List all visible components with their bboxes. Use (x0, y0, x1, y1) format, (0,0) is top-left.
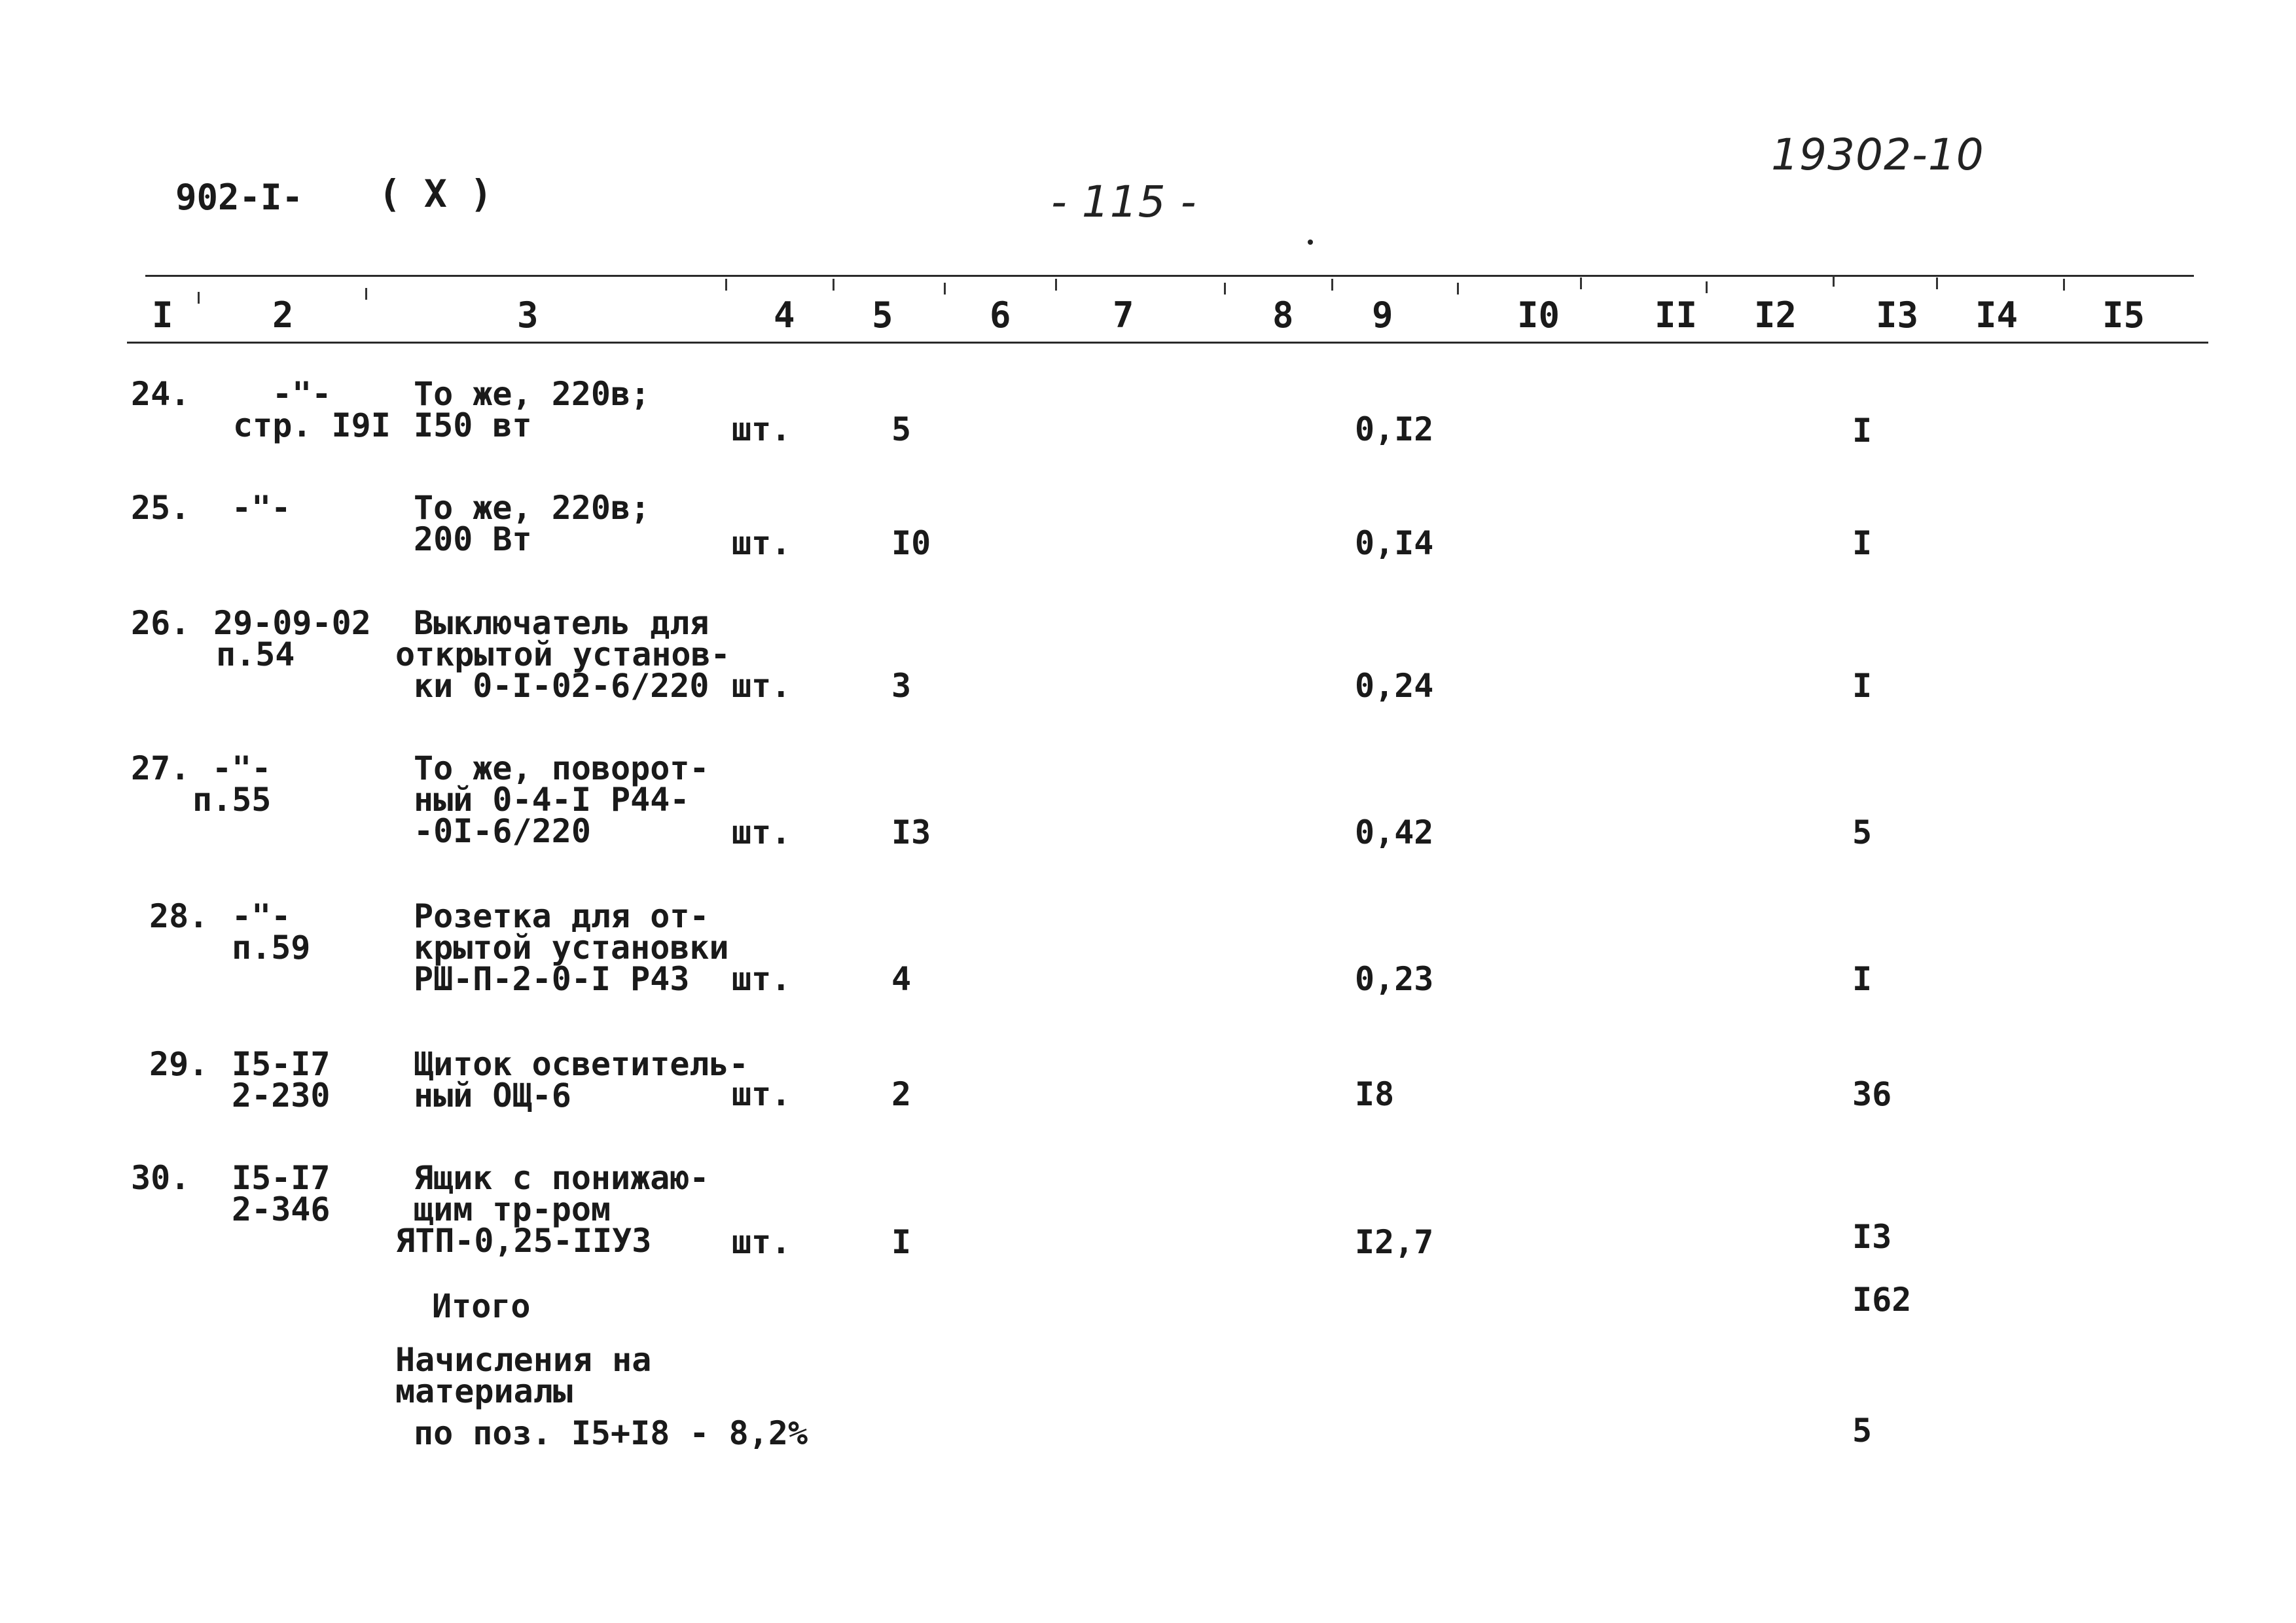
col-header-13: I3 (1876, 294, 1919, 336)
row-number: 30. (131, 1159, 190, 1197)
col-header-7: 7 (1113, 294, 1134, 336)
document-part: ( X ) (378, 171, 493, 216)
column-tick (365, 288, 367, 300)
row-number: 25. (131, 489, 190, 527)
row-col13-value: 36 (1852, 1075, 1892, 1113)
column-tick (1936, 277, 1938, 289)
col-header-1: I (152, 294, 173, 336)
col-header-4: 4 (774, 294, 795, 336)
header-top-rule (145, 275, 2194, 277)
row-col9-value: I2,7 (1355, 1223, 1434, 1261)
row-reference: -"- п.55 (192, 749, 272, 819)
row-reference: 29-09-02 п.54 (213, 604, 371, 673)
col-header-15: I5 (2102, 294, 2145, 336)
col-header-12: I2 (1754, 294, 1797, 336)
row-description: Щиток осветитель- ный ОЩ-6 (414, 1045, 749, 1115)
row-col13-value: I (1852, 412, 1873, 450)
col-header-3: 3 (517, 294, 539, 336)
row-col9-value: 0,I2 (1355, 410, 1434, 448)
col-header-8: 8 (1272, 294, 1294, 336)
column-tick (1224, 283, 1226, 294)
row-quantity: I (891, 1223, 912, 1261)
row-number: 26. (131, 604, 190, 642)
col-header-9: 9 (1372, 294, 1393, 336)
column-tick (944, 283, 946, 294)
row-quantity: 2 (891, 1075, 912, 1113)
row-number: 24. (131, 375, 190, 413)
header-bottom-rule (127, 342, 2208, 344)
archive-number: 19302-10 (1771, 130, 1984, 180)
row-description: То же, 220в; I50 вт (414, 375, 651, 444)
row-unit: шт. (732, 667, 791, 705)
row-reference: I5-I7 2-346 (232, 1159, 331, 1228)
row-quantity: 4 (891, 960, 912, 998)
col-header-2: 2 (272, 294, 294, 336)
row-description: Ящик с понижаю- щим тр-ром ЯТП-0,25-IIУ3 (395, 1159, 709, 1260)
row-quantity: I0 (891, 524, 931, 562)
row-col9-value: 0,24 (1355, 667, 1434, 705)
row-col9-value: I8 (1355, 1075, 1395, 1113)
row-unit: шт. (732, 1223, 791, 1261)
column-tick (1833, 275, 1835, 287)
column-tick (1706, 281, 1708, 293)
column-tick (1055, 279, 1057, 291)
row-description: То же, 220в; 200 Вт (414, 489, 651, 558)
col-header-5: 5 (872, 294, 893, 336)
row-number: 29. (149, 1045, 209, 1083)
row-unit: шт. (732, 813, 791, 851)
row-col9-value: 0,23 (1355, 960, 1434, 998)
total-value: I62 (1852, 1281, 1912, 1319)
row-quantity: 3 (891, 667, 912, 705)
row-description: То же, поворот- ный 0-4-I Р44- -0I-6/220 (414, 749, 709, 850)
column-tick (1457, 283, 1459, 294)
row-col13-value: I (1852, 524, 1873, 562)
row-unit: шт. (732, 960, 791, 998)
surcharge-value: 5 (1852, 1412, 1873, 1450)
column-tick (1580, 277, 1582, 289)
ink-dot (1308, 240, 1313, 245)
row-number: 28. (149, 897, 209, 935)
row-reference: -"- стр. I9I (233, 375, 391, 444)
row-quantity: I3 (891, 813, 931, 851)
surcharge-note: Начисления на материалы по поз. I5+I8 - 8,2% (395, 1341, 808, 1452)
row-description: Выключатель для открытой установ- ки 0-I-02-6/220 (395, 604, 730, 705)
col-header-6: 6 (990, 294, 1011, 336)
row-col9-value: 0,I4 (1355, 524, 1434, 562)
row-col13-value: I (1852, 960, 1873, 998)
row-col13-value: I (1852, 667, 1873, 705)
row-description: Розетка для от- крытой установки РШ-П-2-0-I Р43 (414, 897, 729, 998)
column-tick (725, 279, 727, 291)
row-number: 27. (131, 749, 190, 787)
row-unit: шт. (732, 410, 791, 448)
row-reference: I5-I7 2-230 (232, 1045, 331, 1115)
row-col13-value: I3 (1852, 1218, 1892, 1256)
row-unit: шт. (732, 1075, 791, 1113)
column-tick (1331, 279, 1333, 291)
row-col9-value: 0,42 (1355, 813, 1434, 851)
row-reference: -"- (232, 489, 291, 527)
document-code: 902-I- (175, 177, 304, 218)
column-tick (198, 292, 200, 304)
row-quantity: 5 (891, 410, 912, 448)
row-reference: -"- п.59 (232, 897, 311, 967)
column-tick (2063, 279, 2065, 291)
row-unit: шт. (732, 524, 791, 562)
col-header-14: I4 (1975, 294, 2018, 336)
page-number: - 115 - (1051, 177, 1197, 227)
col-header-11: II (1655, 294, 1698, 336)
total-label: Итого (432, 1287, 531, 1325)
col-header-10: I0 (1517, 294, 1560, 336)
row-col13-value: 5 (1852, 813, 1873, 851)
column-tick (833, 279, 834, 291)
